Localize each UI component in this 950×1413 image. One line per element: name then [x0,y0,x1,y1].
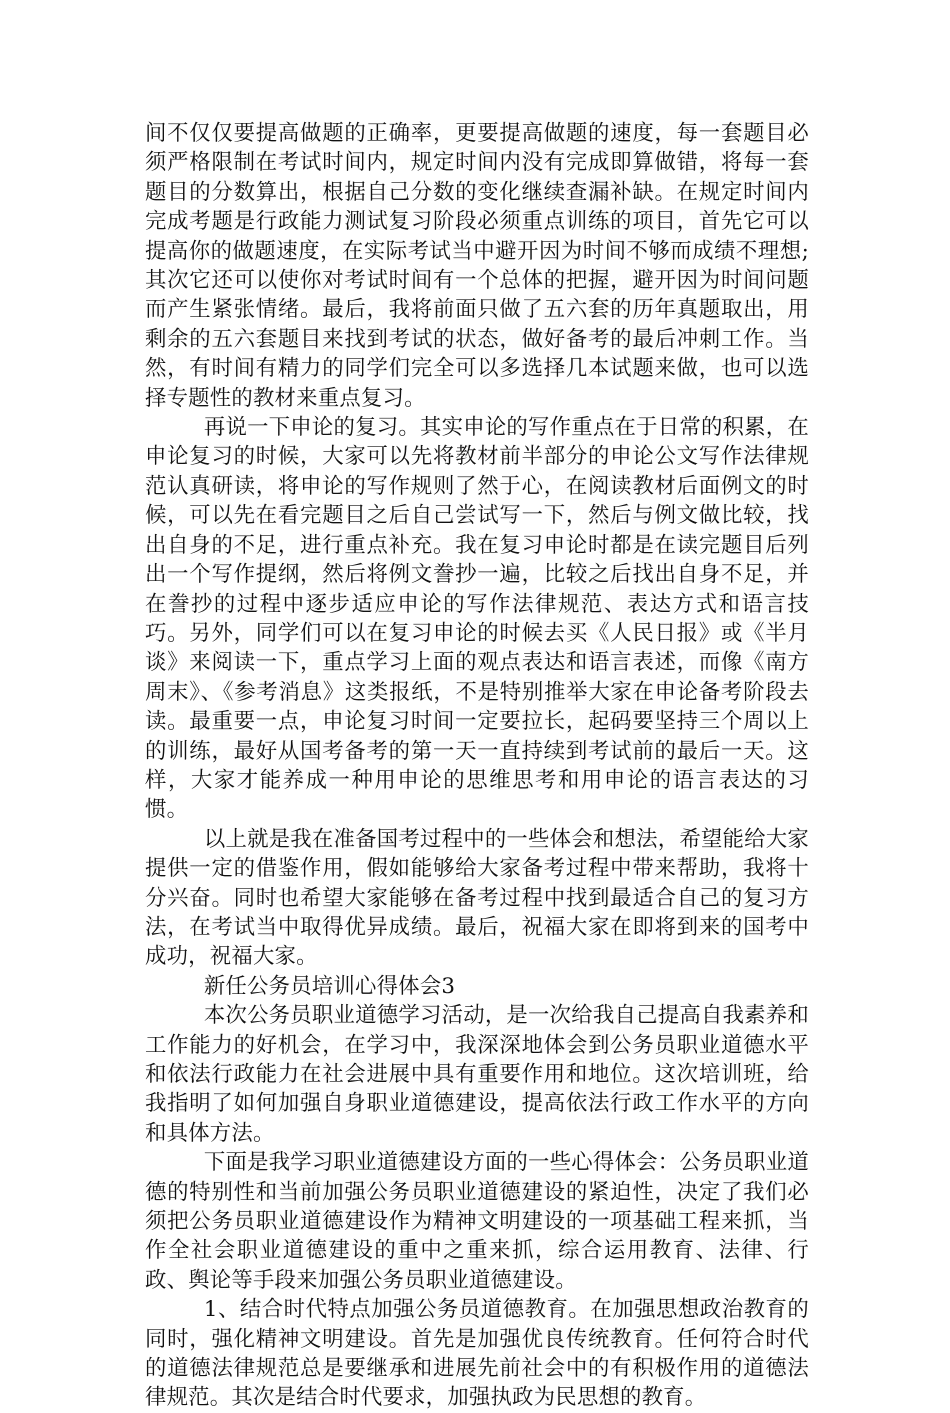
paragraph-exam-speed: 间不仅仅要提高做题的正确率，更要提高做题的速度，每一套题目必须严格限制在考试时间内，规定时间内没有完成即算做错，将每一套题目的分数算出，根据自己分数的变化继续查漏补缺。在规定时间内完成考题是行政能力测试复习阶段必须重点训练的项目，首先它可以提高你的做题速度，在实际考试当中避开因为时间不够而成绩不理想;其次它还可以使你对考试时间有一个总体的把握，避开因为时间问题而产生紧张情绪。最后，我将前面只做了五六套的历年真题取出，用剩余的五六套题目来找到考试的状态，做好备考的最后冲刺工作。当然，有时间有精力的同学们完全可以多选择几本试题来做，也可以选择专题性的教材来重点复习。 [145,121,809,411]
section-heading: 新任公务员培训心得体会3 [203,973,456,999]
paragraph-ethics-point-1: 1、结合时代特点加强公务员道德教育。在加强思想政治教育的同时，强化精神文明建设。首先是加强优良传统教育。任何符合时代的道德法律规范总是要继承和进展先前社会中的有积极作用的道德法律规范。其次是结合时代要求，加强执政为民思想的教育。 [145,1297,809,1411]
paragraph-closing-wishes: 以上就是我在准备国考过程中的一些体会和想法，希望能给大家提供一定的借鉴作用，假如能够给大家备考过程中带来帮助，我将十分兴奋。同时也希望大家能够在备考过程中找到最适合自己的复习方法，在考试当中取得优异成绩。最后，祝福大家在即将到来的国考中成功，祝福大家。 [145,826,809,970]
paragraph-ethics-insights: 下面是我学习职业道德建设方面的一些心得体会：公务员职业道德的特别性和当前加强公务员职业道德建设的紧迫性，决定了我们必须把公务员职业道德建设作为精神文明建设的一项基础工程来抓，当作全社会职业道德建设的重中之重来抓，综合运用教育、法律、行政、舆论等手段来加强公务员职业道德建设。 [145,1150,809,1293]
paragraph-ethics-intro: 本次公务员职业道德学习活动，是一次给我自己提高自我素养和工作能力的好机会，在学习中，我深深地体会到公务员职业道德水平和依法行政能力在社会进展中具有重要作用和地位。这次培训班，给我指明了如何加强自身职业道德建设，提高依法行政工作水平的方向和具体方法。 [145,1003,809,1146]
document-body [145,119,809,1413]
paragraph-essay-review: 再说一下申论的复习。其实申论的写作重点在于日常的积累，在申论复习的时候，大家可以先将教材前半部分的申论公文写作法律规范认真研读，将申论的写作规则了然于心，在阅读教材后面例文的时候，可以先在看完题目之后自己尝试写一下，然后与例文做比较，找出自身的不足，进行重点补充。我在复习申论时都是在读完题目后列出一个写作提纲，然后将例文誊抄一遍，比较之后找出自身不足，并在誊抄的过程中逐步适应申论的写作法律规范、表达方式和语言技巧。另外，同学们可以在复习申论的时候去买《人民日报》或《半月谈》来阅读一下，重点学习上面的观点表达和语言表述，而像《南方周末》、《参考消息》这类报纸，不是特别推举大家在申论备考阶段去读。最重要一点，申论复习时间一定要拉长，起码要坚持三个周以上的训练，最好从国考备考的第一天一直持续到考试前的最后一天。这样，大家才能养成一种用申论的思维思考和用申论的语言表达的习惯。 [145,415,809,823]
